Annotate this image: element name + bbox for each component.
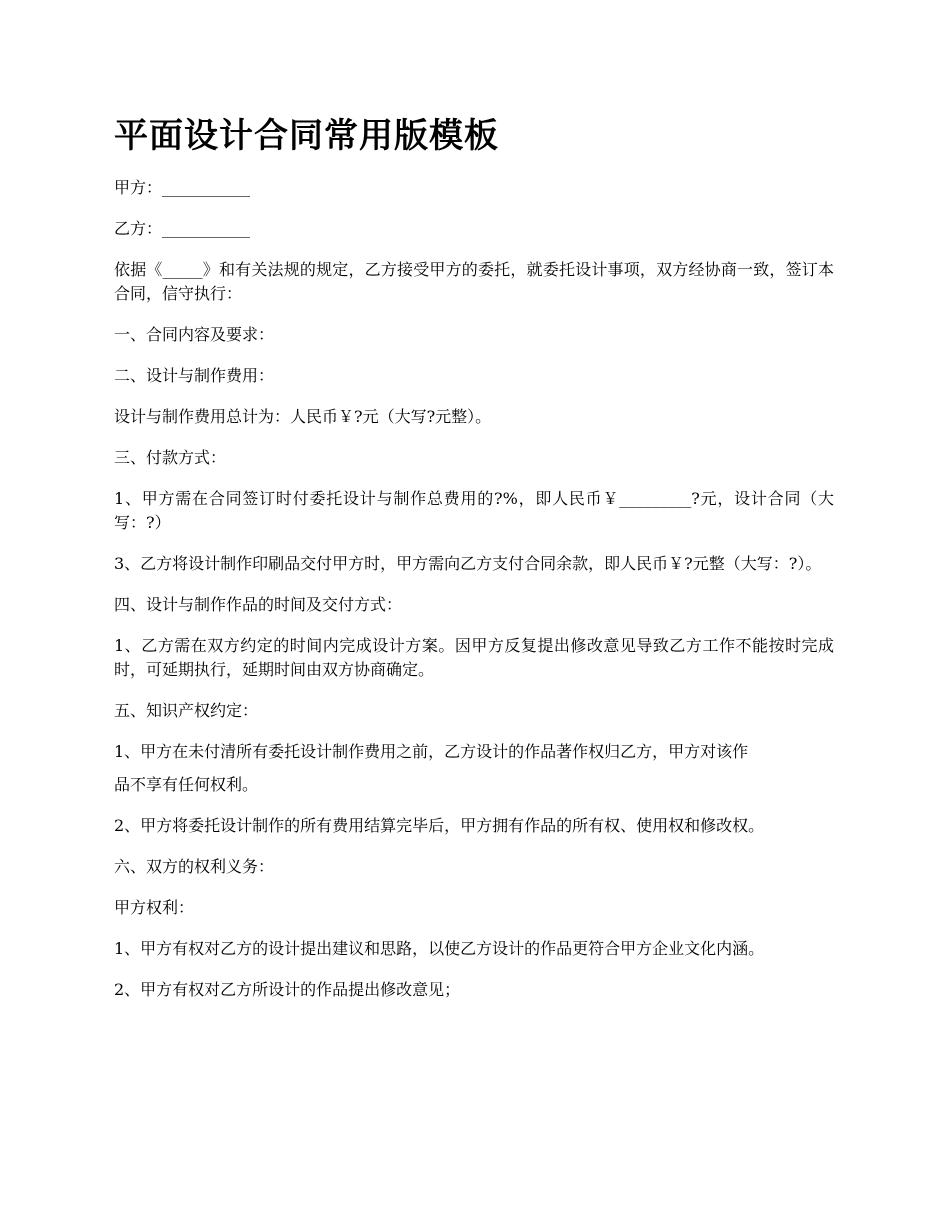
payment-clause-1: 1、甲方需在合同签订时付委托设计与制作总费用的?%，即人民币￥_________?元，设计合同（大写：?）: [114, 489, 834, 532]
preamble-paragraph: 依据《_____》和有关法规的规定，乙方接受甲方的委托，就委托设计事项，双方经协商一致，签订本合同，信守执行：: [114, 260, 834, 303]
ip-clause-2: 2、甲方将委托设计制作的所有费用结算完毕后，甲方拥有作品的所有权、使用权和修改权。: [114, 816, 765, 835]
delivery-clause-1: 1、乙方需在双方约定的时间内完成设计方案。因甲方反复提出修改意见导致乙方工作不能按时完成时，可延期执行，延期时间由双方协商确定。: [114, 636, 834, 679]
party-b-line: 乙方：___________: [114, 219, 251, 238]
section-heading-1: 一、合同内容及要求：: [114, 325, 275, 344]
fee-total-paragraph: 设计与制作费用总计为：人民币￥?元（大写?元整）。: [114, 407, 492, 426]
party-a-line: 甲方：___________: [114, 178, 251, 197]
party-a-rights-heading: 甲方权利：: [114, 898, 195, 917]
document-title: 平面设计合同常用版模板: [114, 116, 499, 156]
section-heading-4: 四、设计与制作作品的时间及交付方式：: [114, 595, 403, 614]
section-heading-3: 三、付款方式：: [114, 448, 227, 467]
section-heading-2: 二、设计与制作费用：: [114, 366, 275, 385]
ip-clause-1-continued: 品不享有任何权利。: [114, 775, 259, 794]
party-a-right-1: 1、甲方有权对乙方的设计提出建议和思路，以使乙方设计的作品更符合甲方企业文化内涵。: [114, 939, 765, 958]
section-heading-5: 五、知识产权约定：: [114, 701, 259, 720]
section-heading-6: 六、双方的权利义务：: [114, 857, 275, 876]
ip-clause-1: 1、甲方在未付清所有委托设计制作费用之前，乙方设计的作品著作权归乙方，甲方对该作: [114, 742, 749, 761]
document-page: [114, 110, 834, 1019]
payment-clause-3: 3、乙方将设计制作印刷品交付甲方时，甲方需向乙方支付合同余款，即人民币￥?元整（大写：?）。: [114, 554, 822, 573]
party-a-right-2: 2、甲方有权对乙方所设计的作品提出修改意见；: [114, 980, 461, 999]
